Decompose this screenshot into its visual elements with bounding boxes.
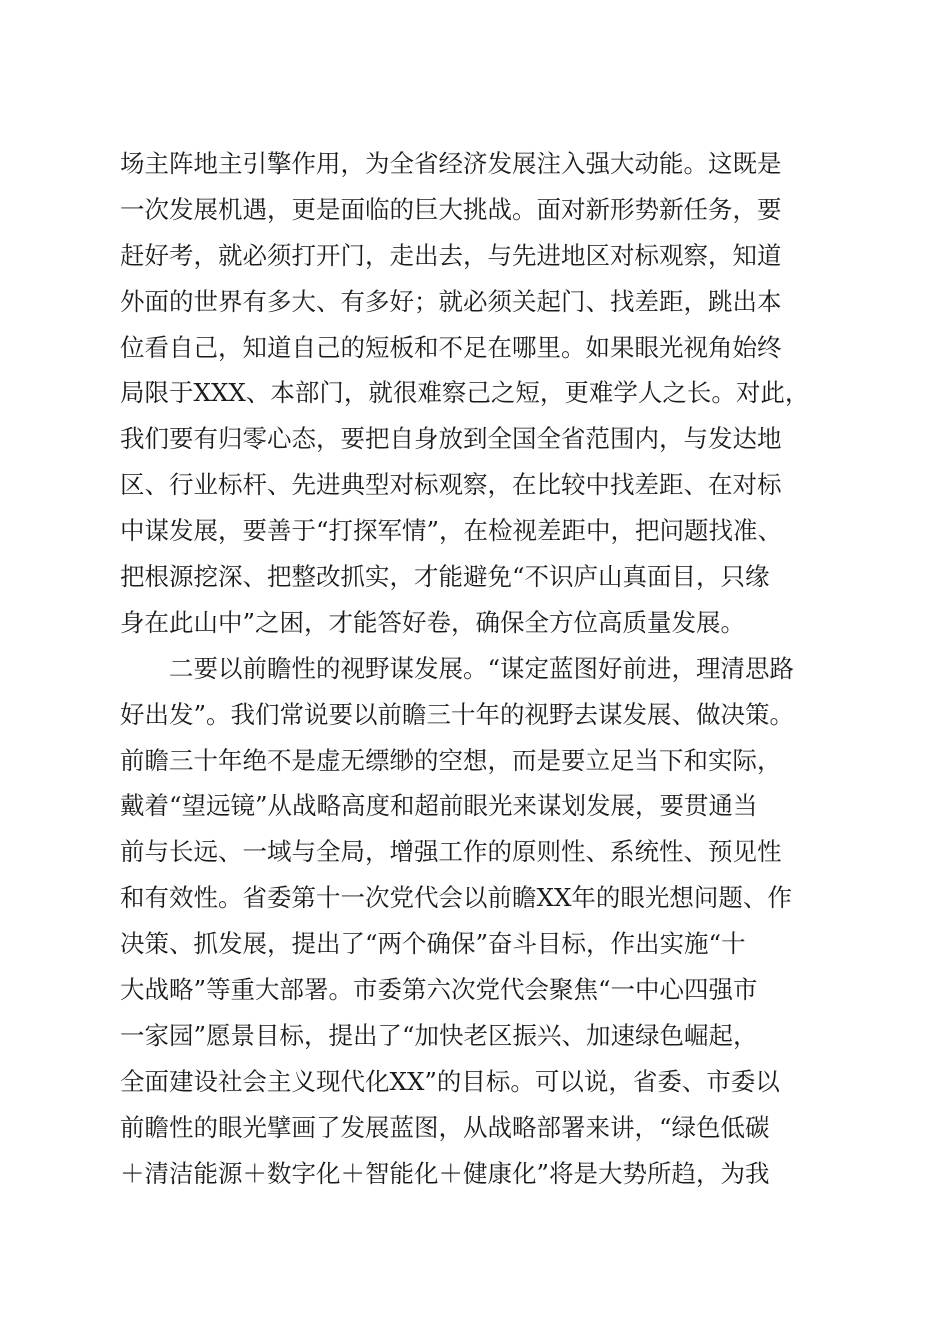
text-line: ＋清洁能源＋数字化＋智能化＋健康化”将是大势所趋，为我 — [120, 1158, 770, 1188]
text-line: 我们要有归零心态，要把自身放到全国全省范围内，与发达地 — [120, 424, 782, 454]
text-line: 前与长远、一域与全局，增强工作的原则性、系统性、预见性 — [120, 837, 782, 867]
body-text — [120, 141, 840, 1196]
text-line: 赶好考，就必须打开门，走出去，与先进地区对标观察，知道 — [120, 240, 782, 270]
text-line: 身在此山中”之困，才能答好卷，确保全方位高质量发展。 — [120, 607, 746, 637]
text-line: 戴着“望远镜”从战略高度和超前眼光来谋划发展，要贯通当 — [120, 791, 758, 821]
text-line: 好出发”。我们常说要以前瞻三十年的视野去谋发展、做决策。 — [120, 699, 795, 729]
text-line: 一家园”愿景目标，提出了“加快老区振兴、加速绿色崛起， — [120, 1020, 758, 1050]
text-line: 前瞻性的眼光擘画了发展蓝图，从战略部署来讲，“绿色低碳 — [120, 1112, 770, 1142]
text-line: 把根源挖深、把整改抓实，才能避免“不识庐山真面目，只缘 — [120, 562, 770, 592]
text-line: 决策、抓发展，提出了“两个确保”奋斗目标，作出实施“十 — [120, 929, 746, 959]
text-line: 一次发展机遇，更是面临的巨大挑战。面对新形势新任务，要 — [120, 194, 782, 224]
text-line: 位看自己，知道自己的短板和不足在哪里。如果眼光视角始终 — [120, 332, 782, 362]
text-line: 外面的世界有多大、有多好；就必须关起门、找差距，跳出本 — [120, 286, 782, 316]
text-line: 区、行业标杆、先进典型对标观察，在比较中找差距、在对标 — [120, 470, 782, 500]
text-line: 中谋发展，要善于“打探军情”，在检视差距中，把问题找准、 — [120, 516, 783, 546]
text-line: 前瞻三十年绝不是虚无缥缈的空想，而是要立足当下和实际， — [120, 745, 782, 775]
text-line: 大战略”等重大部署。市委第六次党代会聚焦“一中心四强市 — [120, 975, 758, 1005]
text-line: 场主阵地主引擎作用，为全省经济发展注入强大动能。这既是 — [120, 149, 782, 178]
text-line: 全面建设社会主义现代化XX”的目标。可以说，省委、市委以 — [120, 1066, 780, 1096]
text-line: 和有效性。省委第十一次党代会以前瞻XX年的眼光想问题、作 — [120, 883, 792, 913]
paragraph-start-line: 二要以前瞻性的视野谋发展。“谋定蓝图好前进，理清思路 — [120, 653, 795, 683]
text-line: 局限于XXX、本部门，就很难察己之短，更难学人之长。对此， — [120, 378, 810, 408]
